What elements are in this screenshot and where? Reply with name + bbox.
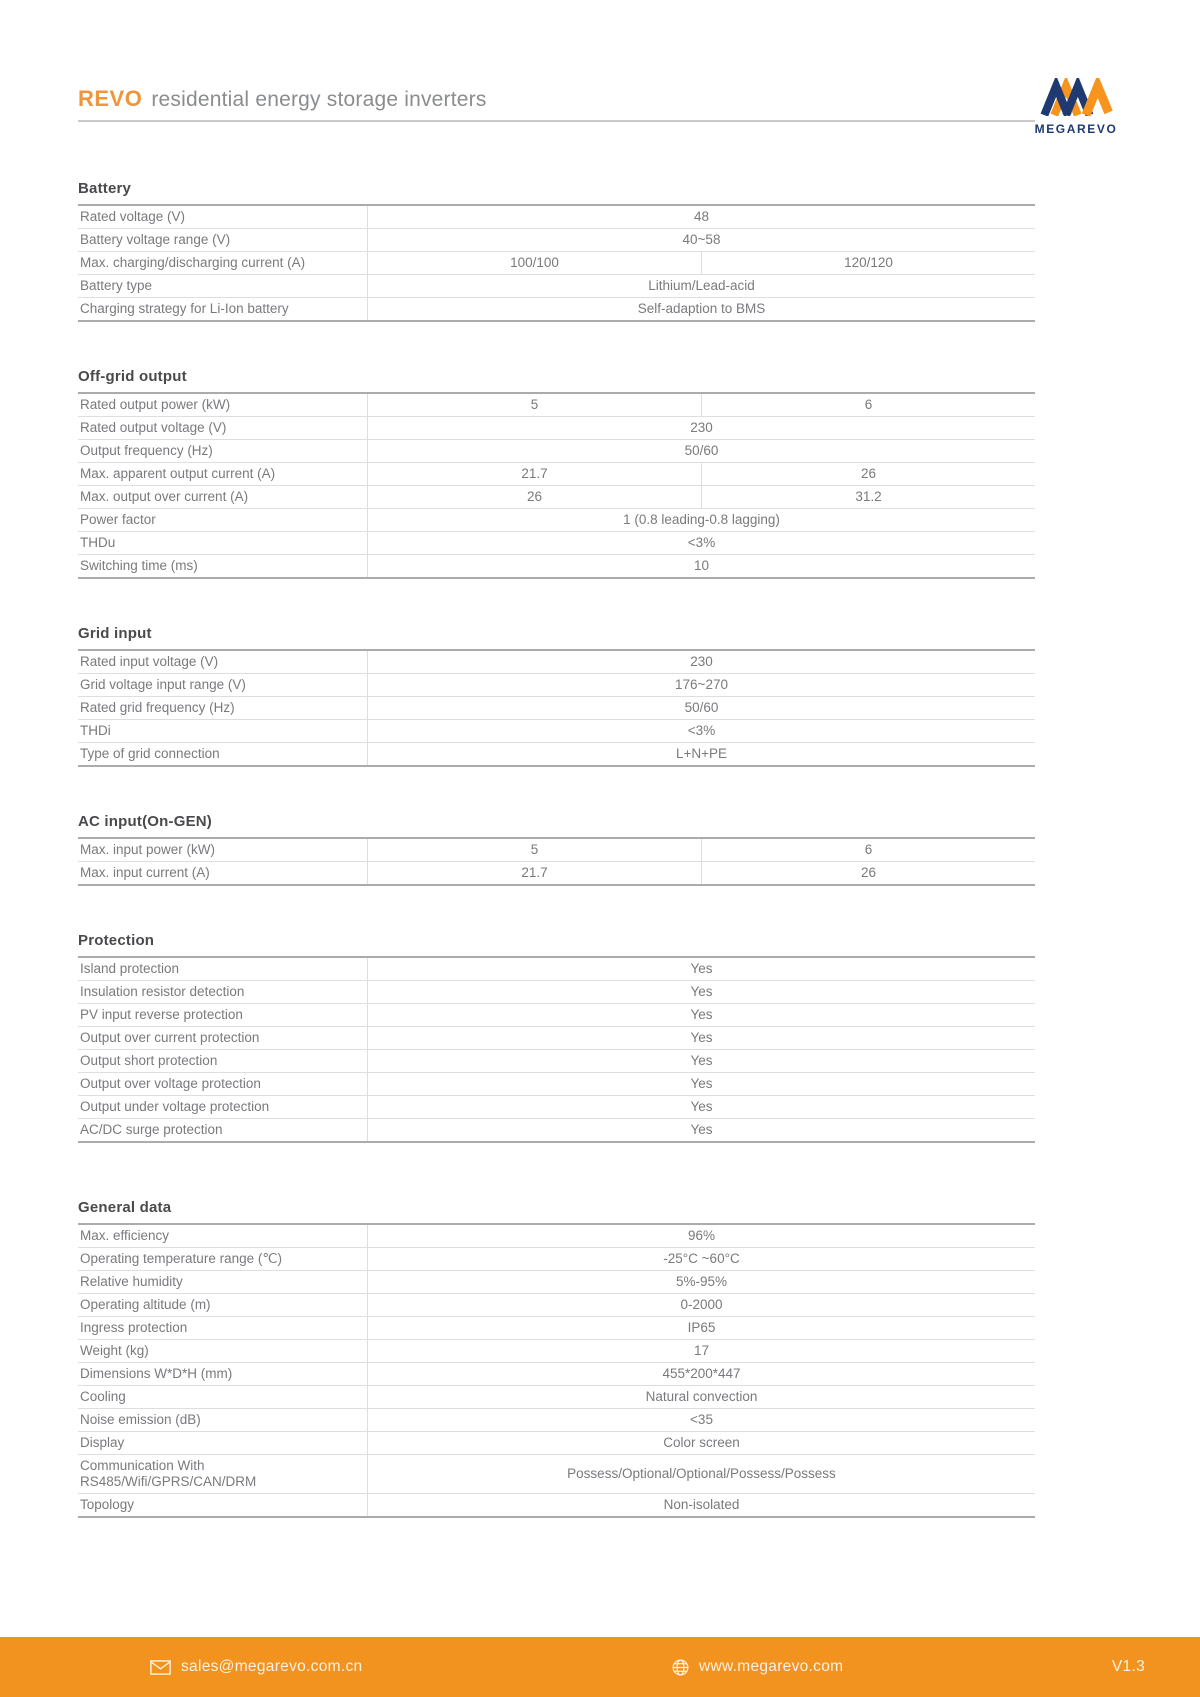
page-subtitle: residential energy storage inverters (151, 88, 487, 111)
table-row (78, 394, 1035, 417)
row-value: Non-isolated (663, 1497, 740, 1512)
row-value: Lithium/Lead-acid (648, 278, 755, 293)
row-value: 5%-95% (675, 1274, 728, 1289)
row-label: Switching time (ms) (78, 555, 368, 577)
spec-section (78, 813, 1035, 886)
row-label: Rated output power (kW) (78, 394, 368, 416)
row-label: THDi (78, 720, 368, 742)
table-row (78, 1004, 1035, 1027)
table-row (78, 275, 1035, 298)
row-label: Communication With RS485/Wifi/GPRS/CAN/DRM (78, 1455, 368, 1493)
row-label: Output short protection (78, 1050, 368, 1072)
table-row (78, 1027, 1035, 1050)
row-value: Yes (690, 984, 713, 999)
row-value: 10 (693, 558, 710, 573)
row-value: 6 (701, 839, 1035, 861)
row-value: Yes (690, 1076, 713, 1091)
row-value: <35 (690, 1412, 713, 1427)
spec-sections (78, 180, 1035, 1518)
row-value: 6 (701, 394, 1035, 416)
row-label: Dimensions W*D*H (mm) (78, 1363, 368, 1385)
row-value: Self-adaption to BMS (637, 301, 766, 316)
row-value: 48 (693, 209, 710, 224)
row-label: Output frequency (Hz) (78, 440, 368, 462)
row-value: 455*200*447 (662, 1366, 741, 1381)
table-row (78, 981, 1035, 1004)
table-row (78, 1271, 1035, 1294)
row-label: Max. charging/discharging current (A) (78, 252, 368, 274)
row-value: 21.7 (521, 466, 548, 481)
table-row (78, 651, 1035, 674)
row-value: 50/60 (684, 443, 719, 458)
row-value: 26 (526, 489, 543, 504)
row-label: Rated input voltage (V) (78, 651, 368, 673)
row-label: Relative humidity (78, 1271, 368, 1293)
row-label: Rated output voltage (V) (78, 417, 368, 439)
table-row (78, 1340, 1035, 1363)
row-label: Island protection (78, 958, 368, 980)
row-label: Output over voltage protection (78, 1073, 368, 1095)
megarevo-mark-icon (1036, 78, 1116, 116)
spec-section (78, 180, 1035, 322)
table-row (78, 532, 1035, 555)
row-label: Cooling (78, 1386, 368, 1408)
row-value: Yes (690, 1053, 713, 1068)
row-value: Yes (690, 1007, 713, 1022)
row-value: 1 (0.8 leading-0.8 lagging) (623, 512, 780, 527)
table-row (78, 229, 1035, 252)
row-label: Max. apparent output current (A) (78, 463, 368, 485)
row-value: 50/60 (684, 700, 719, 715)
header-divider (78, 120, 1035, 122)
megarevo-logo (1030, 78, 1122, 136)
row-value: -25°C ~60°C (663, 1251, 740, 1266)
spec-section (78, 932, 1035, 1143)
row-value: Color screen (663, 1435, 740, 1450)
row-value: 26 (701, 862, 1035, 884)
table-row (78, 298, 1035, 320)
page-footer (0, 1637, 1200, 1697)
table-row (78, 1050, 1035, 1073)
row-value: Yes (690, 1030, 713, 1045)
page-header (78, 0, 1122, 136)
row-value: <3% (687, 723, 716, 738)
row-value: L+N+PE (675, 746, 728, 761)
footer-version-label: V1.3 (1111, 1658, 1145, 1675)
row-value: 26 (701, 463, 1035, 485)
row-value: 17 (693, 1343, 710, 1358)
row-value: 120/120 (701, 252, 1035, 274)
envelope-icon (150, 1660, 171, 1675)
spec-section (78, 625, 1035, 767)
row-value: 0-2000 (680, 1297, 723, 1312)
row-label: Rated grid frequency (Hz) (78, 697, 368, 719)
row-label: Noise emission (dB) (78, 1409, 368, 1431)
spec-table (78, 837, 1035, 886)
row-label: Display (78, 1432, 368, 1454)
row-label: Output over current protection (78, 1027, 368, 1049)
row-value: Natural convection (645, 1389, 758, 1404)
row-label: Max. input power (kW) (78, 839, 368, 861)
table-row (78, 206, 1035, 229)
table-row (78, 674, 1035, 697)
table-row (78, 1494, 1035, 1516)
table-row (78, 252, 1035, 275)
row-value: 100/100 (510, 255, 559, 270)
row-label: Charging strategy for Li-Ion battery (78, 298, 368, 320)
spec-section (78, 1199, 1035, 1518)
section-title: General data (78, 1199, 172, 1216)
row-label: Output under voltage protection (78, 1096, 368, 1118)
row-label: Max. input current (A) (78, 862, 368, 884)
row-value: 40~58 (682, 232, 721, 247)
section-title: Protection (78, 932, 155, 949)
page-title (78, 86, 1122, 112)
footer-email: sales@megarevo.com.cn (181, 1658, 363, 1675)
table-row (78, 1455, 1035, 1494)
table-row (78, 440, 1035, 463)
table-row (78, 1096, 1035, 1119)
row-label: Insulation resistor detection (78, 981, 368, 1003)
row-value: IP65 (687, 1320, 716, 1335)
row-value: Yes (690, 1099, 713, 1114)
row-label: Rated voltage (V) (78, 206, 368, 228)
row-label: AC/DC surge protection (78, 1119, 368, 1141)
table-row (78, 1432, 1035, 1455)
row-label: Battery type (78, 275, 368, 297)
logo-text: MEGAREVO (1034, 122, 1118, 136)
spec-table (78, 392, 1035, 579)
spec-table (78, 1223, 1035, 1518)
table-row (78, 463, 1035, 486)
table-row (78, 1363, 1035, 1386)
footer-website-group (672, 1637, 843, 1697)
row-label: Grid voltage input range (V) (78, 674, 368, 696)
row-value: 31.2 (701, 486, 1035, 508)
product-name: REVO (78, 86, 143, 111)
row-label: Max. efficiency (78, 1225, 368, 1247)
section-title: AC input(On-GEN) (78, 813, 213, 830)
row-label: PV input reverse protection (78, 1004, 368, 1026)
section-title: Grid input (78, 625, 152, 642)
table-row (78, 697, 1035, 720)
table-row (78, 1073, 1035, 1096)
footer-version (1112, 1637, 1145, 1697)
row-value: 21.7 (521, 865, 548, 880)
table-row (78, 862, 1035, 884)
section-title: Off-grid output (78, 368, 187, 385)
row-value: 230 (690, 420, 713, 435)
table-row (78, 509, 1035, 532)
row-value: Possess/Optional/Optional/Possess/Possess (567, 1466, 836, 1481)
table-row (78, 1119, 1035, 1141)
table-row (78, 1386, 1035, 1409)
table-row (78, 958, 1035, 981)
row-label: Ingress protection (78, 1317, 368, 1339)
table-row (78, 743, 1035, 765)
row-label: Type of grid connection (78, 743, 368, 765)
row-value: 230 (690, 654, 713, 669)
spec-table (78, 204, 1035, 322)
table-row (78, 720, 1035, 743)
row-label: Topology (78, 1494, 368, 1516)
spec-section (78, 368, 1035, 579)
table-row (78, 1317, 1035, 1340)
spec-table (78, 956, 1035, 1143)
row-label: Power factor (78, 509, 368, 531)
table-row (78, 1248, 1035, 1271)
row-value: 5 (530, 842, 539, 857)
table-row (78, 1294, 1035, 1317)
row-label: Max. output over current (A) (78, 486, 368, 508)
row-label: Operating altitude (m) (78, 1294, 368, 1316)
row-label: Weight (kg) (78, 1340, 368, 1362)
table-row (78, 839, 1035, 862)
table-row (78, 1225, 1035, 1248)
table-row (78, 417, 1035, 440)
row-label: Battery voltage range (V) (78, 229, 368, 251)
row-value: 5 (530, 397, 539, 412)
globe-icon (672, 1659, 689, 1676)
table-row (78, 486, 1035, 509)
section-title: Battery (78, 180, 132, 197)
row-value: 176~270 (675, 677, 728, 692)
table-row (78, 555, 1035, 577)
row-value: Yes (690, 961, 713, 976)
table-row (78, 1409, 1035, 1432)
spec-table (78, 649, 1035, 767)
footer-email-group (150, 1637, 362, 1697)
row-value: Yes (690, 1122, 713, 1137)
row-value: 96% (687, 1228, 716, 1243)
row-label: THDu (78, 532, 368, 554)
row-label: Operating temperature range (℃) (78, 1248, 368, 1270)
row-value: <3% (687, 535, 716, 550)
footer-website: www.megarevo.com (699, 1658, 844, 1675)
